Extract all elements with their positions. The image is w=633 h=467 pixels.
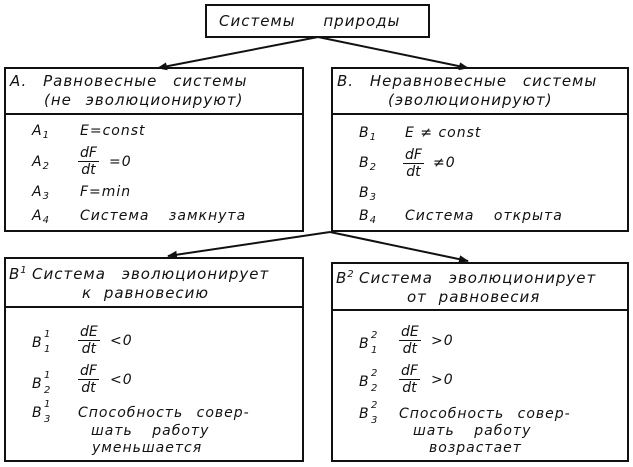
box-a-heading-line1: A. Равновесные системы bbox=[10, 72, 248, 90]
b1-3-text-line1: Способность совер- bbox=[78, 405, 250, 421]
box-b1-divider bbox=[6, 306, 302, 308]
b1-2-relation: <0 bbox=[110, 372, 133, 388]
b1-3-text-line2: шать работу bbox=[91, 423, 210, 439]
box-b1-toward-equilibrium bbox=[4, 257, 304, 462]
b2-label: $B_2$ bbox=[359, 155, 376, 173]
b2-3-text-line2: шать работу bbox=[413, 423, 532, 439]
root-box bbox=[205, 4, 430, 38]
box-b2-heading-line1: Система эволюционирует bbox=[359, 269, 597, 287]
b1-1-relation: <0 bbox=[110, 333, 133, 349]
root-title: Системы природы bbox=[219, 12, 401, 30]
a3-expression: F=min bbox=[80, 184, 132, 200]
b2-2-relation: >0 bbox=[431, 372, 454, 388]
box-b-heading-line1: B. Неравновесные системы bbox=[337, 72, 598, 90]
b2-3-text-line1: Способность совер- bbox=[399, 406, 571, 422]
box-b1-heading-line2: к равновесию bbox=[82, 284, 210, 302]
a1-expression: E=const bbox=[80, 123, 146, 139]
a2-label: $A_2$ bbox=[32, 154, 49, 172]
b2-1-relation: >0 bbox=[431, 333, 454, 349]
box-b-heading-line2: (эволюционируют) bbox=[388, 91, 553, 109]
b1-3-text-line3: уменьшается bbox=[92, 440, 203, 456]
box-b1-heading-line1: Система эволюционирует bbox=[32, 265, 270, 283]
a3-label: $A_3$ bbox=[32, 184, 49, 202]
a2-relation: =0 bbox=[109, 154, 132, 170]
b2-relation: ≠0 bbox=[433, 155, 456, 171]
box-a-equilibrium bbox=[4, 67, 304, 232]
box-b1-heading-label: $B^1$ bbox=[9, 265, 27, 283]
b2-1-fraction: $\frac{dE}{dt}$ bbox=[401, 324, 419, 357]
box-b2-divider bbox=[333, 309, 627, 311]
b1-1-fraction: $\frac{dE}{dt}$ bbox=[80, 324, 98, 357]
arrow-root-to-b bbox=[318, 37, 468, 68]
box-b-divider bbox=[333, 113, 627, 115]
b2-2-fraction: $\frac{dF}{dt}$ bbox=[401, 363, 418, 396]
box-b2-heading-line2: от равновесия bbox=[407, 288, 541, 306]
arrow-b-to-b2 bbox=[330, 232, 468, 261]
b1-2-fraction: $\frac{dF}{dt}$ bbox=[80, 363, 97, 396]
box-a-divider bbox=[6, 113, 302, 115]
a2-fraction: $\frac{dF}{dt}$ bbox=[80, 145, 97, 178]
box-a-heading-line2: (не эволюционируют) bbox=[44, 91, 244, 109]
arrow-root-to-a bbox=[158, 37, 318, 68]
b1-label: $B_1$ bbox=[359, 125, 376, 143]
b2-3-label: B 2 3 bbox=[359, 400, 378, 426]
b3-label: $B_3$ bbox=[359, 185, 376, 203]
b1-1-label: B 1 1 bbox=[32, 329, 51, 355]
a1-label: $A_1$ bbox=[32, 123, 49, 141]
box-b2-away-from-equilibrium bbox=[331, 262, 629, 462]
b1-2-label: B 1 2 bbox=[32, 370, 51, 396]
box-b-nonequilibrium bbox=[331, 67, 629, 232]
b4-expression: Система открыта bbox=[405, 208, 563, 224]
b1-3-label: B 1 3 bbox=[32, 399, 51, 425]
b2-3-text-line3: возрастает bbox=[429, 440, 522, 456]
b1-expression: E ≠ const bbox=[405, 125, 482, 141]
b2-1-label: B 2 1 bbox=[359, 330, 378, 356]
box-b2-heading-label: $B^2$ bbox=[336, 269, 354, 287]
b2-fraction: $\frac{dF}{dt}$ bbox=[405, 147, 422, 180]
a4-label: $A_4$ bbox=[32, 208, 49, 226]
a4-expression: Система замкнута bbox=[80, 208, 247, 224]
b2-2-label: B 2 2 bbox=[359, 368, 378, 394]
arrow-b-to-b1 bbox=[168, 232, 330, 256]
b4-label: $B_4$ bbox=[359, 208, 376, 226]
